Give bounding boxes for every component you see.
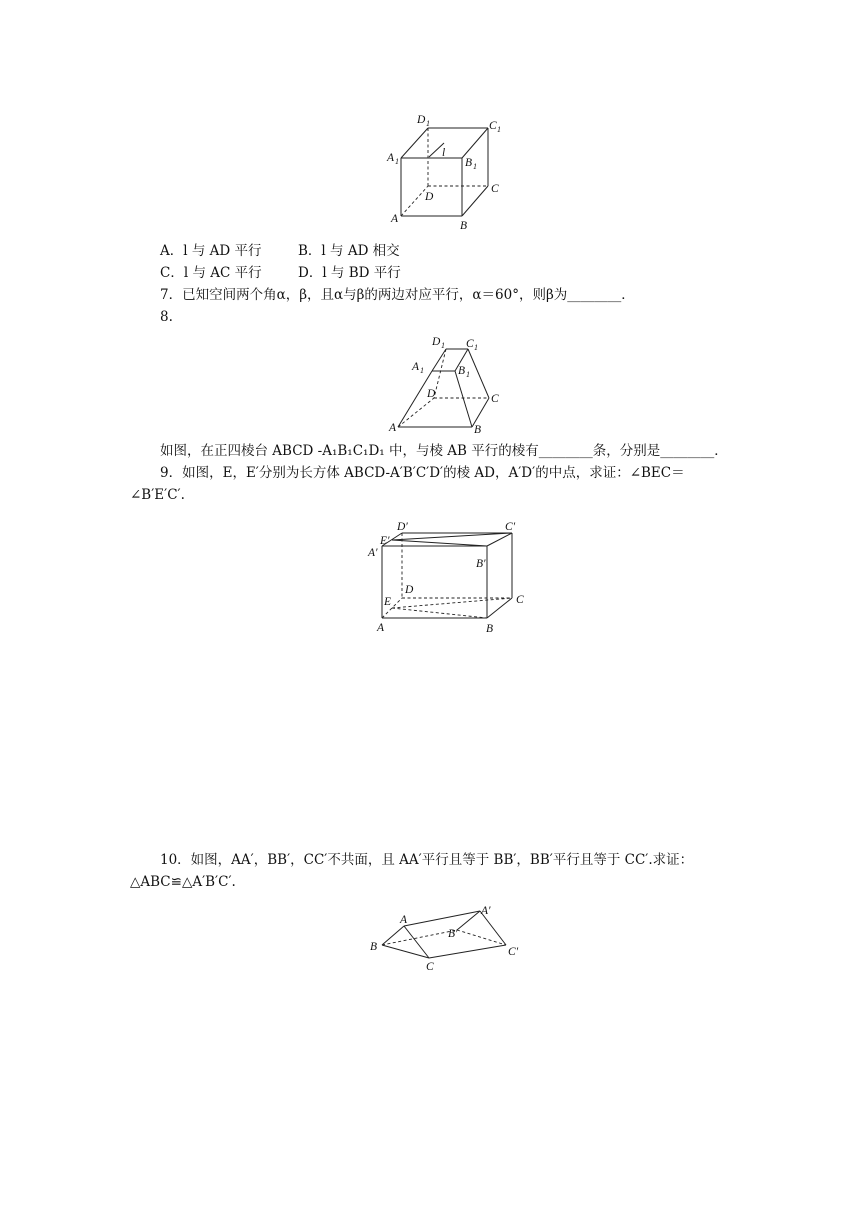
label-A: A <box>389 422 397 434</box>
label-A: A <box>391 213 399 225</box>
label-B-prime: B′ <box>476 558 486 570</box>
label-l: l <box>442 147 446 159</box>
question-8-text: 如图，在正四棱台 ABCD -A₁B₁C₁D₁ 中，与棱 AB 平行的棱有________条，分别是________． <box>160 443 728 459</box>
svg-text:1: 1 <box>426 119 430 128</box>
question-7: 7．已知空间两个角α，β，且α与β的两边对应平行，α＝60°，则β为________． <box>160 287 635 303</box>
q6-option-d: D．l 与 BD 平行 <box>298 265 401 281</box>
svg-text:1: 1 <box>395 157 399 166</box>
label-A: A <box>400 914 408 926</box>
label-C: C <box>491 393 499 405</box>
label-D1: D <box>432 336 441 348</box>
label-B: B <box>474 424 482 436</box>
label-C1: C <box>466 338 474 350</box>
q6-option-c: C．l 与 AC 平行 <box>160 265 262 281</box>
label-C: C <box>426 961 434 973</box>
label-C1: C <box>489 120 497 132</box>
label-D-prime: D′ <box>397 521 408 533</box>
label-C-prime: C′ <box>508 946 519 958</box>
question-10-line-1: 10．如图，AA′，BB′，CC′不共面，且 AA′平行且等于 BB′，BB′平行且等于 CC′.求证： <box>160 852 694 868</box>
svg-text:1: 1 <box>474 343 478 352</box>
svg-text:1: 1 <box>420 366 424 375</box>
svg-text:1: 1 <box>441 341 445 350</box>
label-B: B <box>460 220 468 232</box>
label-A-prime: A′ <box>368 547 378 559</box>
label-B: B <box>486 623 494 635</box>
label-C-prime: C′ <box>505 521 516 533</box>
svg-text:1: 1 <box>473 162 477 171</box>
question-10-line-2: △ABC≌△A′B′C′. <box>130 874 236 890</box>
q6-option-a: A．l 与 AD 平行 <box>160 243 262 259</box>
label-D: D <box>427 388 436 400</box>
label-C: C <box>516 594 524 606</box>
question-8-number: 8. <box>160 309 173 325</box>
label-B: B <box>370 941 378 953</box>
q6-option-b: B．l 与 AD 相交 <box>298 243 400 259</box>
question-9-line-2: ∠B′E′C′. <box>130 487 185 503</box>
label-C: C <box>491 183 499 195</box>
label-D: D <box>405 584 414 596</box>
question-9-line-1: 9．如图，E，E′分别为长方体 ABCD-A′B′C′D′的棱 AD，A′D′的中点，求证：∠BEC＝ <box>160 465 685 481</box>
label-A: A <box>377 622 385 634</box>
label-A-prime: A′ <box>481 905 491 917</box>
label-D1: D <box>417 114 426 126</box>
label-B-prime: B′ <box>448 928 458 940</box>
label-B1: B <box>458 365 466 377</box>
label-B1: B <box>465 157 473 169</box>
label-E-prime: E′ <box>380 535 390 547</box>
label-A1: A <box>412 361 420 373</box>
svg-text:1: 1 <box>466 370 470 379</box>
svg-text:1: 1 <box>497 125 501 134</box>
label-A1: A <box>387 152 395 164</box>
label-E: E <box>384 596 392 608</box>
label-D: D <box>425 191 434 203</box>
